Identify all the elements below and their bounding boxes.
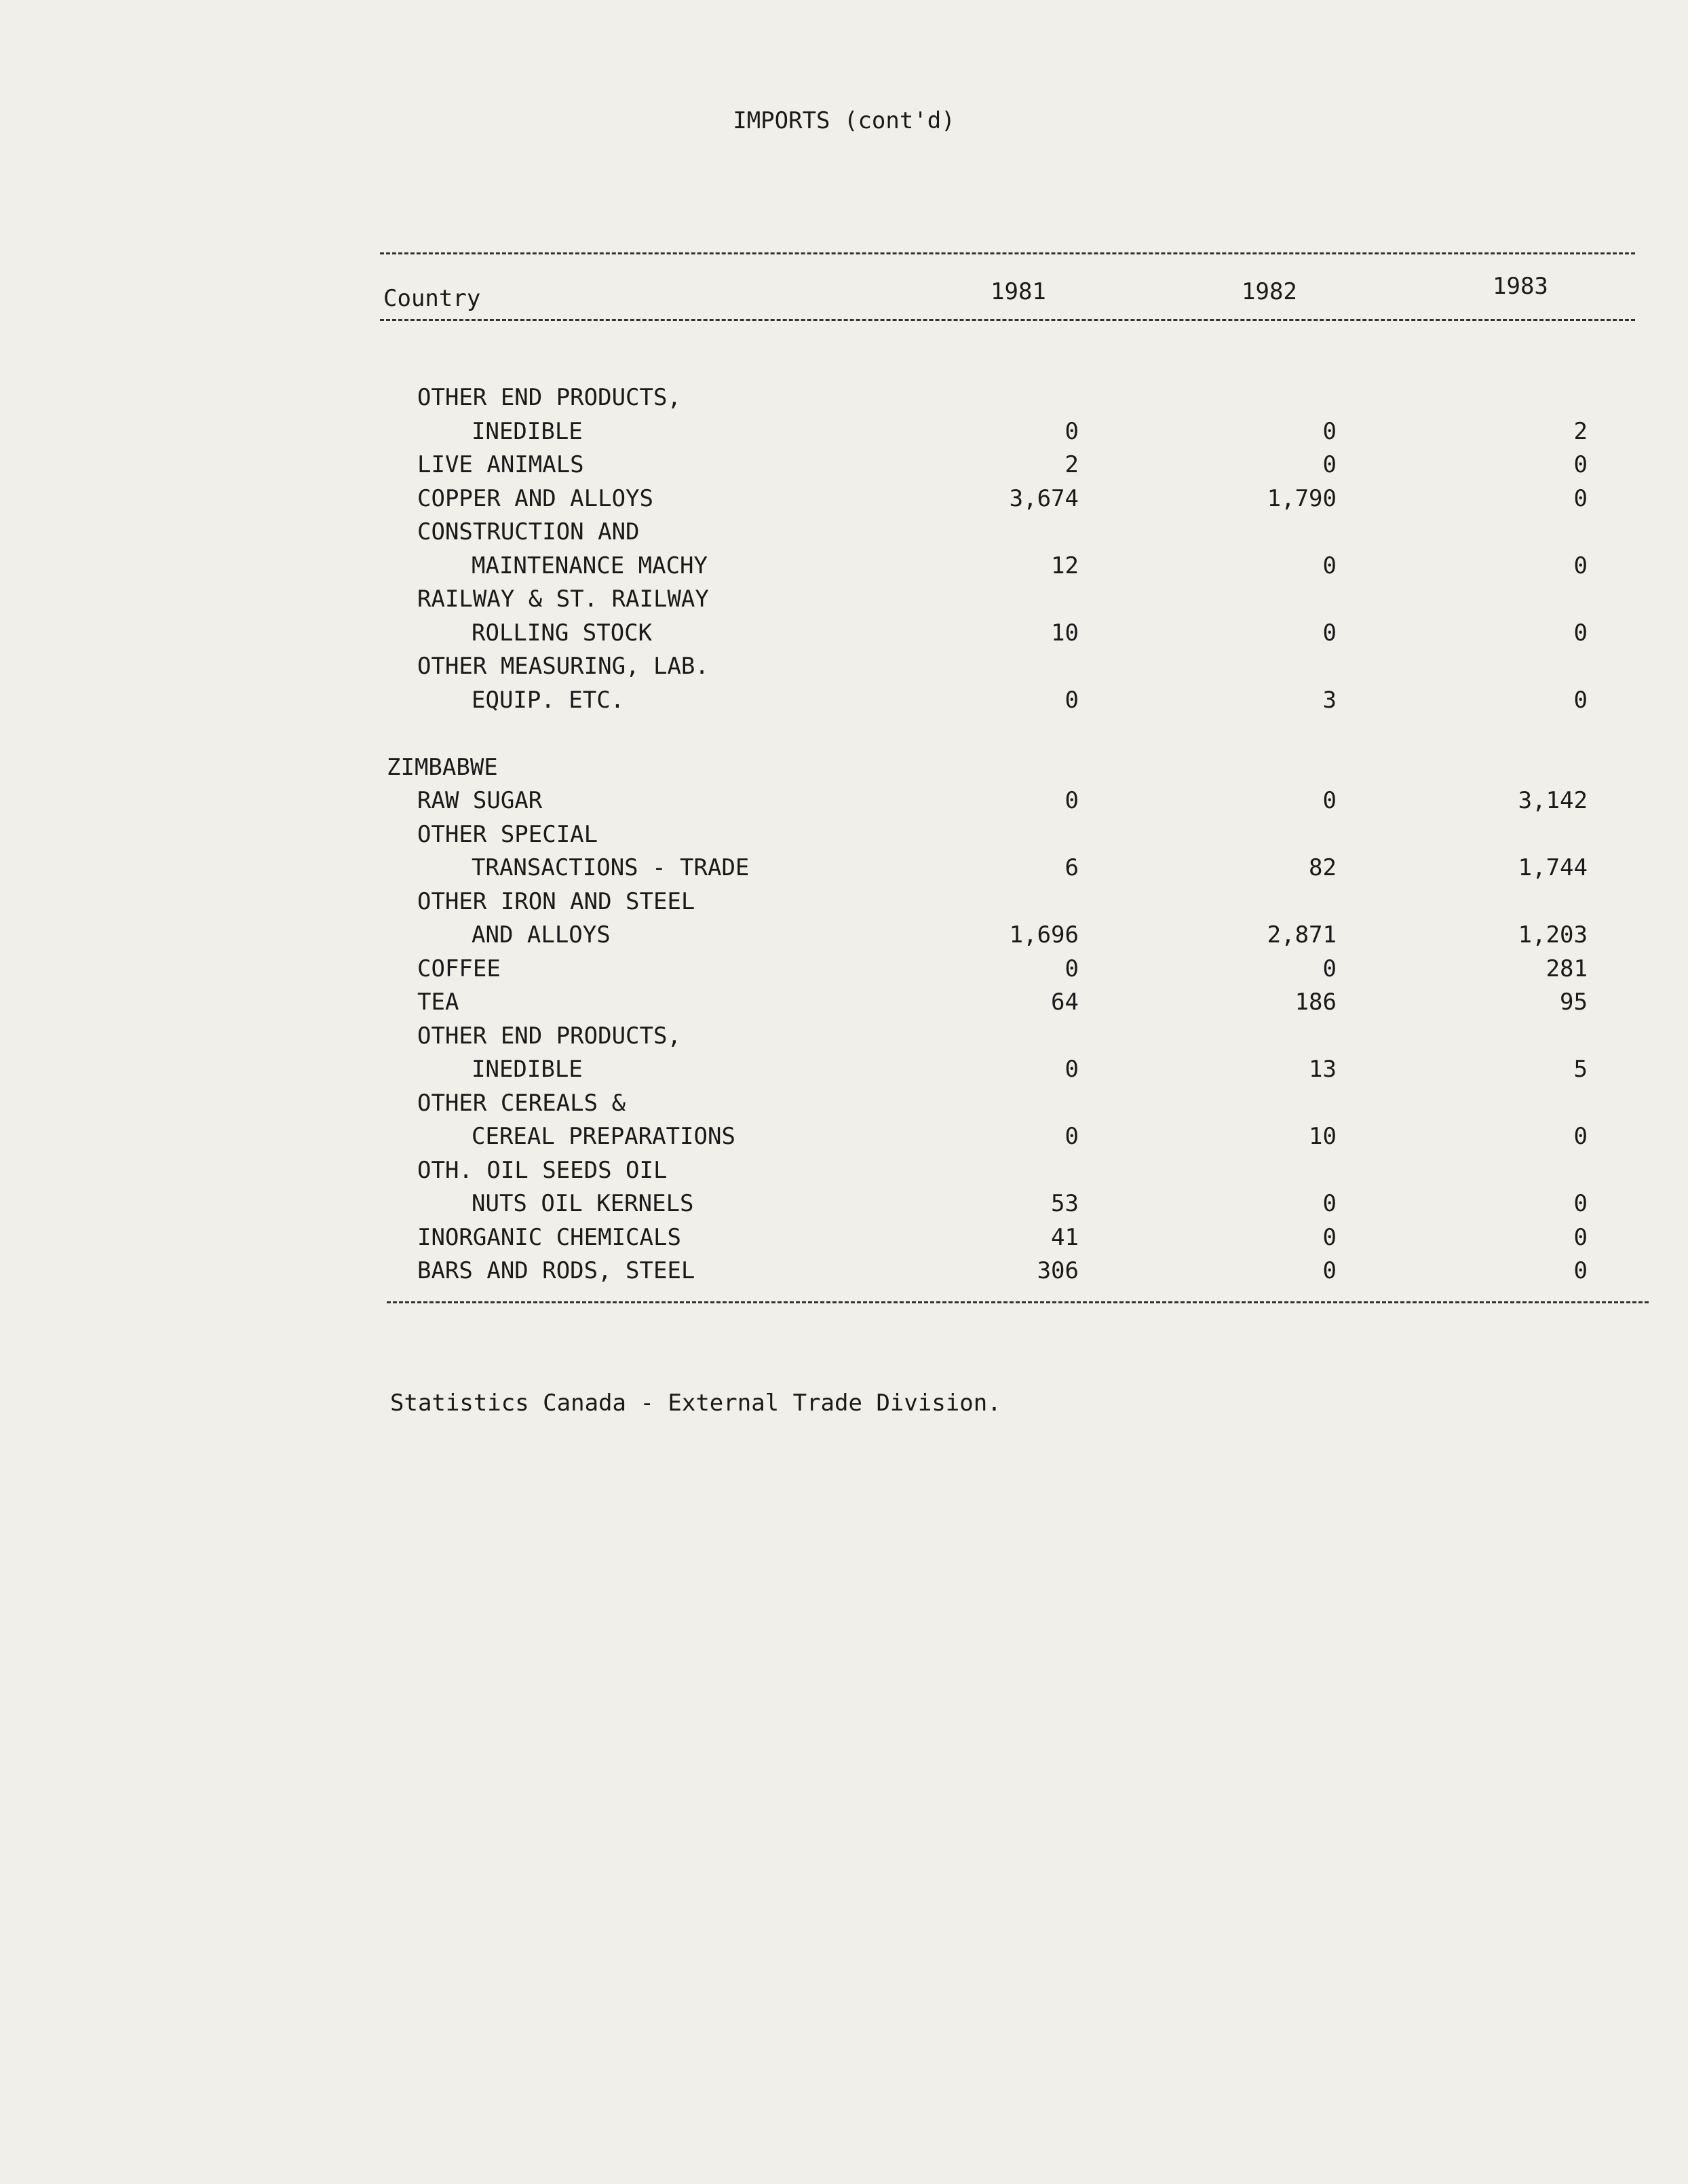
value-1981: 306 xyxy=(1037,1257,1079,1284)
value-1982: 0 xyxy=(1322,787,1337,814)
table-row xyxy=(0,552,1688,586)
value-1983: 0 xyxy=(1573,687,1588,714)
value-1982: 0 xyxy=(1322,418,1337,445)
header-1981: 1981 xyxy=(991,278,1046,305)
value-1981: 0 xyxy=(1064,955,1079,982)
table-row xyxy=(0,687,1688,721)
table-row xyxy=(0,1257,1688,1291)
country-name: ZIMBABWE xyxy=(387,754,498,781)
commodity-label: INEDIBLE xyxy=(472,1056,583,1083)
table-row xyxy=(0,787,1688,821)
value-1982: 0 xyxy=(1322,1190,1337,1217)
table-row xyxy=(0,1090,1688,1124)
page-title: IMPORTS (cont'd) xyxy=(733,107,955,134)
commodity-label: CEREAL PREPARATIONS xyxy=(472,1123,735,1150)
value-1981: 0 xyxy=(1064,787,1079,814)
value-1981: 12 xyxy=(1051,552,1079,579)
commodity-label: COPPER AND ALLOYS xyxy=(417,485,653,512)
value-1982: 2,871 xyxy=(1267,921,1337,949)
value-1982: 0 xyxy=(1322,619,1337,647)
table-row xyxy=(0,754,1688,788)
commodity-label: ROLLING STOCK xyxy=(472,619,653,647)
commodity-label: INEDIBLE xyxy=(472,418,583,445)
value-1981: 64 xyxy=(1051,989,1079,1016)
value-1982: 82 xyxy=(1309,854,1337,881)
value-1981: 0 xyxy=(1064,1123,1079,1150)
header-bottom-rule xyxy=(380,319,1635,321)
commodity-label: OTHER END PRODUCTS, xyxy=(417,384,681,411)
table-row xyxy=(0,720,1688,754)
table-row xyxy=(0,1022,1688,1056)
commodity-label: OTHER IRON AND STEEL xyxy=(417,888,695,915)
value-1982: 0 xyxy=(1322,552,1337,579)
table-row xyxy=(0,1157,1688,1191)
table-row xyxy=(0,821,1688,855)
commodity-label: OTHER END PRODUCTS, xyxy=(417,1022,681,1050)
value-1982: 186 xyxy=(1294,989,1337,1016)
value-1983: 3,142 xyxy=(1518,787,1588,814)
commodity-label: EQUIP. ETC. xyxy=(472,687,625,714)
value-1981: 53 xyxy=(1051,1190,1079,1217)
value-1981: 0 xyxy=(1064,1056,1079,1083)
commodity-label: TRANSACTIONS - TRADE xyxy=(472,854,750,881)
commodity-label: NUTS OIL KERNELS xyxy=(472,1190,694,1217)
value-1981: 10 xyxy=(1051,619,1079,647)
commodity-label: COFFEE xyxy=(417,955,501,982)
value-1983: 0 xyxy=(1573,1224,1588,1251)
table-row xyxy=(0,518,1688,552)
commodity-label: RAW SUGAR xyxy=(417,787,543,814)
header-top-rule xyxy=(380,252,1635,254)
table-row xyxy=(0,485,1688,519)
commodity-label: CONSTRUCTION AND xyxy=(417,518,640,545)
value-1983: 281 xyxy=(1546,955,1588,982)
table-row xyxy=(0,1056,1688,1090)
table-row xyxy=(0,418,1688,452)
table-row xyxy=(0,1123,1688,1157)
value-1981: 0 xyxy=(1064,687,1079,714)
value-1982: 13 xyxy=(1309,1056,1337,1083)
table-row xyxy=(0,921,1688,955)
table-bottom-rule xyxy=(387,1301,1649,1303)
value-1982: 0 xyxy=(1322,451,1337,478)
commodity-label: MAINTENANCE MACHY xyxy=(472,552,708,579)
value-1981: 41 xyxy=(1051,1224,1079,1251)
header-country: Country xyxy=(383,285,481,312)
value-1983: 1,744 xyxy=(1518,854,1588,881)
value-1983: 1,203 xyxy=(1518,921,1588,949)
value-1982: 1,790 xyxy=(1267,485,1337,512)
commodity-label: AND ALLOYS xyxy=(472,921,611,949)
commodity-label: LIVE ANIMALS xyxy=(417,451,584,478)
value-1983: 0 xyxy=(1573,1123,1588,1150)
commodity-label: OTHER CEREALS & xyxy=(417,1090,626,1117)
value-1983: 0 xyxy=(1573,451,1588,478)
value-1983: 2 xyxy=(1573,418,1588,445)
commodity-label: OTHER MEASURING, LAB. xyxy=(417,653,709,680)
commodity-label: RAILWAY & ST. RAILWAY xyxy=(417,586,709,613)
value-1981: 1,696 xyxy=(1009,921,1079,949)
value-1981: 3,674 xyxy=(1009,485,1079,512)
value-1982: 0 xyxy=(1322,1257,1337,1284)
commodity-label: TEA xyxy=(417,989,459,1016)
value-1983: 5 xyxy=(1573,1056,1588,1083)
table-row xyxy=(0,1190,1688,1224)
value-1983: 0 xyxy=(1573,552,1588,579)
commodity-label: BARS AND RODS, STEEL xyxy=(417,1257,695,1284)
table-row xyxy=(0,451,1688,485)
table-row xyxy=(0,586,1688,619)
table-row xyxy=(0,955,1688,989)
value-1983: 0 xyxy=(1573,1190,1588,1217)
table-row xyxy=(0,653,1688,687)
value-1983: 0 xyxy=(1573,619,1588,647)
value-1982: 0 xyxy=(1322,1224,1337,1251)
table-row xyxy=(0,384,1688,418)
header-1983: 1983 xyxy=(1493,273,1548,300)
value-1981: 2 xyxy=(1064,451,1079,478)
header-1982: 1982 xyxy=(1242,278,1297,305)
value-1981: 0 xyxy=(1064,418,1079,445)
table-row xyxy=(0,619,1688,653)
commodity-label: OTH. OIL SEEDS OIL xyxy=(417,1157,668,1184)
table-row xyxy=(0,1224,1688,1258)
commodity-label: OTHER SPECIAL xyxy=(417,821,598,848)
value-1981: 6 xyxy=(1064,854,1079,881)
table-row xyxy=(0,854,1688,888)
value-1982: 0 xyxy=(1322,955,1337,982)
table-row xyxy=(0,989,1688,1022)
value-1983: 0 xyxy=(1573,485,1588,512)
value-1982: 10 xyxy=(1309,1123,1337,1150)
value-1983: 95 xyxy=(1560,989,1588,1016)
table-row xyxy=(0,888,1688,922)
value-1982: 3 xyxy=(1322,687,1337,714)
commodity-label: INORGANIC CHEMICALS xyxy=(417,1224,681,1251)
value-1983: 0 xyxy=(1573,1257,1588,1284)
source-note: Statistics Canada - External Trade Division. xyxy=(390,1390,1001,1417)
